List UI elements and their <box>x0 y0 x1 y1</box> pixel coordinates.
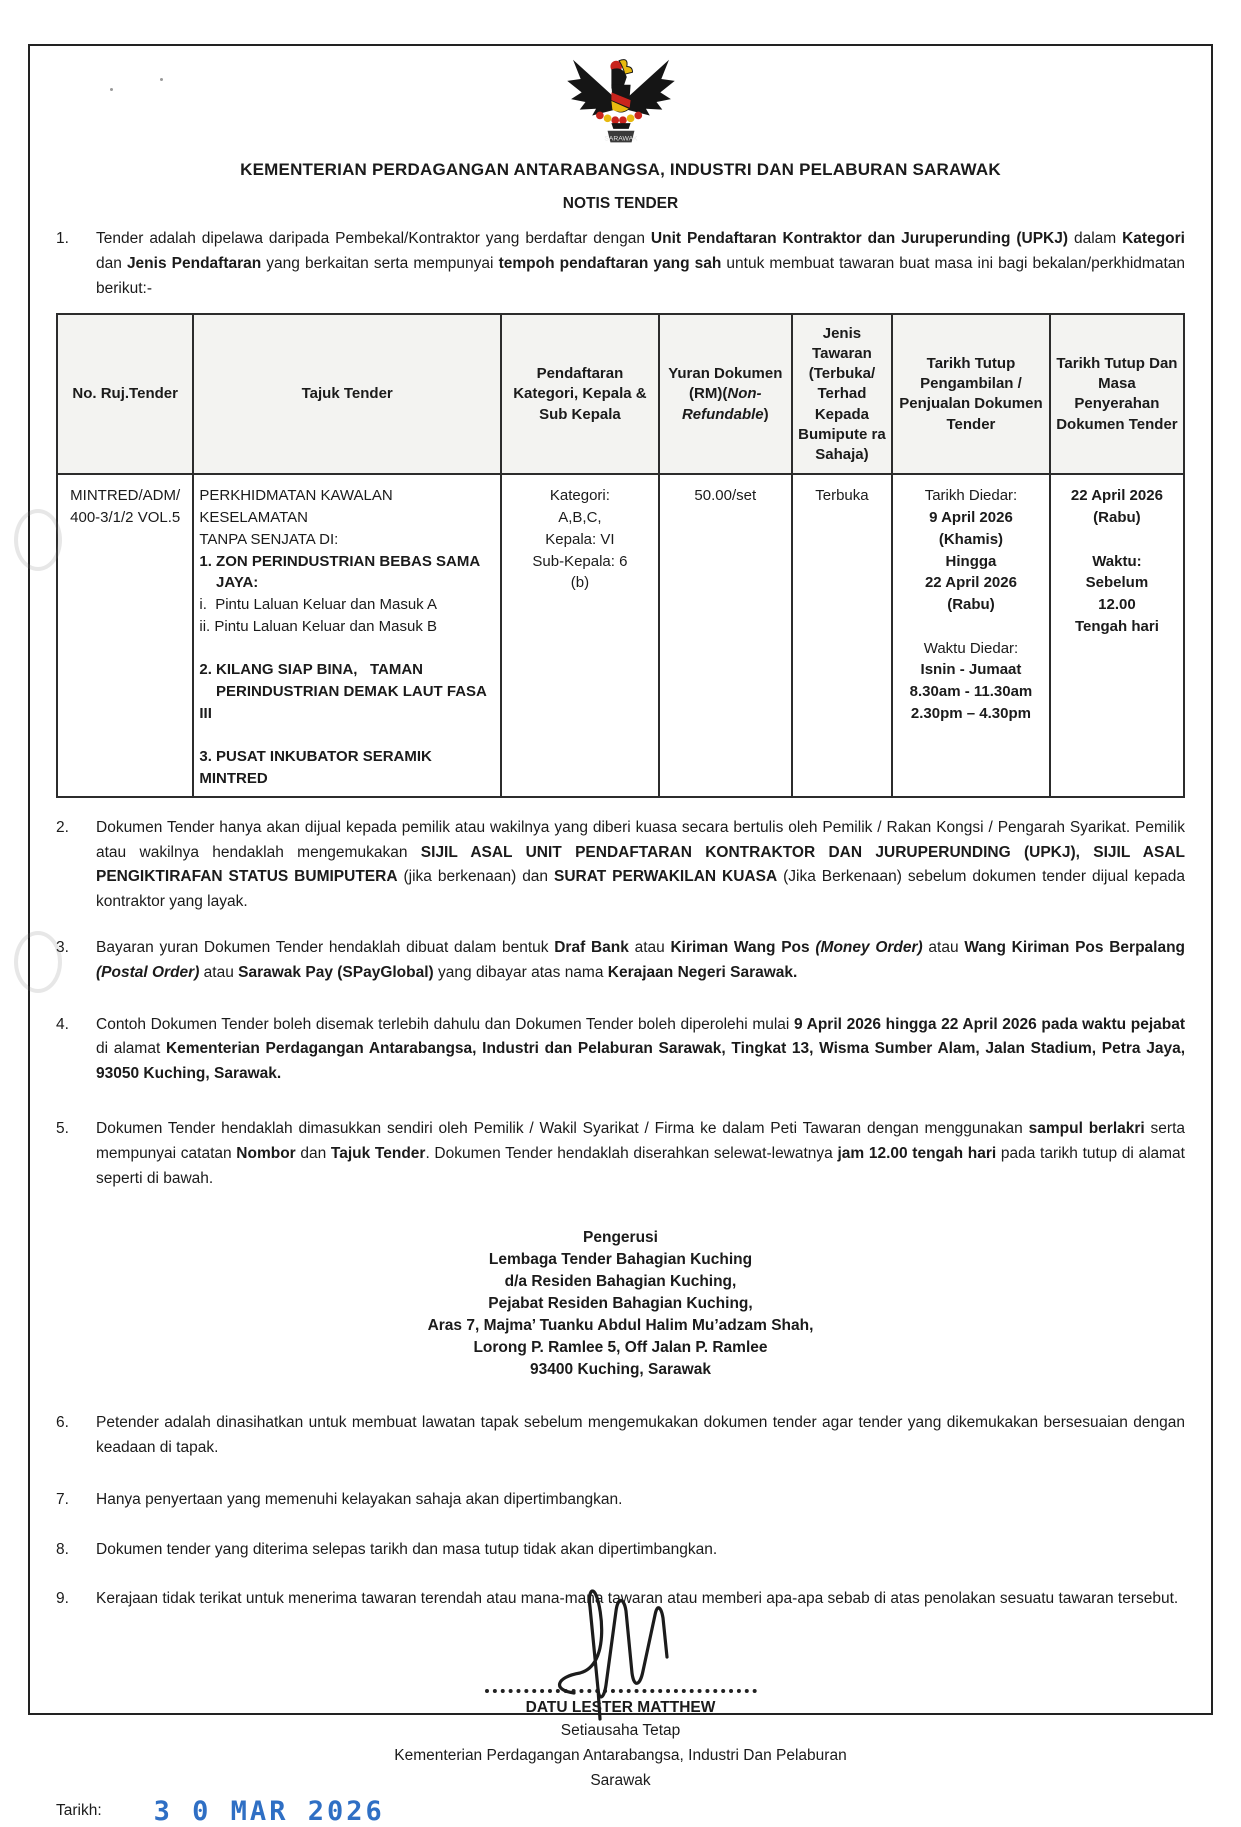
col-header-ref: No. Ruj.Tender <box>57 314 193 474</box>
notice-item-5 <box>56 1117 1185 1191</box>
item-number: 3. <box>56 939 69 957</box>
item-number: 7. <box>56 1491 69 1509</box>
signatory-role: Setiausaha Tetap <box>560 1722 681 1740</box>
item-number: 6. <box>56 1414 69 1432</box>
ministry-title: KEMENTERIAN PERDAGANGAN ANTARABANGSA, INDUSTRI DAN PELABURAN SARAWAK <box>240 160 1001 179</box>
table-header-row <box>57 314 1184 474</box>
date-row <box>56 1796 1185 1827</box>
item-text: Bayaran yuran Dokumen Tender hendaklah dibuat dalam bentuk Draf Bank atau Kiriman Wang Pos (Money Order) atau Wang Kiriman Pos Berpalang (Postal Order) atau Sarawak Pay (SPayGlobal) yang dibayar atas nama Kerajaan Negeri Sarawak. <box>96 939 1186 981</box>
item-number: 2. <box>56 818 69 836</box>
col-header-title: Tajuk Tender <box>193 314 501 474</box>
signature-block <box>56 1577 1185 1791</box>
notice-item-7 <box>56 1488 1185 1513</box>
page-border <box>28 44 1213 1827</box>
hole-punch-artifact <box>14 931 62 993</box>
item-text: Hanya penyertaan yang memenuhi kelayakan sahaja akan dipertimbangkan. <box>96 1491 623 1509</box>
signatory-org-line2: Sarawak <box>590 1771 651 1789</box>
cell-closing-submission: 22 April 2026 (Rabu) Waktu: Sebelum 12.00 Tengah hari <box>1050 474 1184 797</box>
logo-banner-text: SARAWAK <box>603 135 638 143</box>
col-header-offer-type: Jenis Tawaran (Terbuka/ Terhad Kepada Bumipute ra Sahaja) <box>792 314 892 474</box>
cell-ref: MINTRED/ADM/ 400-3/1/2 VOL.5 <box>57 474 193 797</box>
item-text: Contoh Dokumen Tender boleh disemak terlebih dahulu dan Dokumen Tender boleh diperolehi mulai 9 April 2026 hingga 22 April 2026 pada waktu pejabat di alamat Kementerian Perdagangan Antarabangsa, Industri dan Pelaburan Sarawak, Tingkat 13, Wisma Sumber Alam, Jalan Stadium, Petra Jaya, 93050 Kuching, Sarawak. <box>96 1015 1186 1083</box>
cell-offer-type: Terbuka <box>792 474 892 797</box>
handwritten-signature-mark <box>536 1577 706 1727</box>
date-stamp: 3 0 MAR 2026 <box>153 1795 385 1827</box>
item-number: 1. <box>56 230 69 247</box>
item-number: 4. <box>56 1015 69 1033</box>
item-text: Tender adalah dipelawa daripada Pembekal/Kontraktor yang berdaftar dengan Unit Pendaftaran Kontraktor dan Juruperunding (UPKJ) dalam Kategori dan Jenis Pendaftaran yang berkaitan serta mempunyai tempoh pendaftaran yang sah untuk membuat tawaran buat masa ini bagi bekalan/perkhidmatan berikut:- <box>96 230 1185 297</box>
item-text: Kerajaan tidak terikat untuk menerima tawaran terendah atau mana-mana tawaran atau memberi apa-apa sebab di atas penolakan sesuatu tawaran tersebut. <box>96 1589 1179 1607</box>
item-number: 5. <box>56 1120 69 1138</box>
notice-item-1 <box>56 227 1185 301</box>
col-header-closing-submission: Tarikh Tutup Dan Masa Penyerahan Dokumen Tender <box>1050 314 1184 474</box>
notice-item-4 <box>56 1013 1185 1087</box>
signatory-name: DATU LESTER MATTHEW <box>525 1699 716 1717</box>
cell-registration: Kategori: A,B,C, Kepala: VI Sub-Kepala: 6 (b) <box>501 474 659 797</box>
notice-item-8 <box>56 1538 1185 1563</box>
scan-speck <box>160 78 163 81</box>
notice-item-3 <box>56 936 1185 986</box>
item-number: 9. <box>56 1589 69 1607</box>
table-row <box>57 474 1184 797</box>
signatory-org-line1: Kementerian Perdagangan Antarabangsa, Industri Dan Pelaburan <box>394 1747 847 1765</box>
item-text: Dokumen Tender hendaklah dimasukkan sendiri oleh Pemilik / Wakil Syarikat / Firma ke dalam Peti Tawaran dengan menggunakan sampul berlakri serta mempunyai catatan Nombor dan Tajuk Tender. Dokumen Tender hendaklah diserahkan selewat-lewatnya jam 12.00 tengah hari pada tarikh tutup di alamat seperti di bawah. <box>96 1120 1186 1187</box>
notice-item-6 <box>56 1411 1185 1461</box>
document-header <box>56 54 1185 213</box>
col-header-registration: Pendaftaran Kategori, Kepala & Sub Kepala <box>501 314 659 474</box>
date-label: Tarikh: <box>56 1802 102 1819</box>
item-text: Petender adalah dinasihatkan untuk membuat lawatan tapak sebelum mengemukakan dokumen tender agar tender yang dikemukakan bersesuaian dengan keadaan di tapak. <box>96 1414 1185 1457</box>
col-header-fee: Yuran Dokumen (RM)(Non-Refundable) <box>659 314 792 474</box>
tender-table <box>56 313 1185 798</box>
notice-title: NOTIS TENDER <box>562 195 679 212</box>
item-text: Dokumen tender yang diterima selepas tarikh dan masa tutup tidak akan dipertimbangkan. <box>96 1540 718 1558</box>
item-text: Dokumen Tender hanya akan dijual kepada pemilik atau wakilnya yang diberi kuasa secara bertulis oleh Pemilik / Rakan Kongsi / Pengarah Syarikat. Pemilik atau wakilnya hendaklah mengemukakan SIJIL ASAL UNIT PENDAFTARAN KONTRAKTOR DAN JURUPERUNDING (UPKJ), SIJIL ASAL PENGIKTIRAFAN STATUS BUMIPUTERA (jika berkenaan) dan SURAT PERWAKILAN KUASA (Jika Berkenaan) sebelum dokumen tender dijual kepada kontraktor yang layak. <box>96 818 1185 911</box>
item-number: 8. <box>56 1540 69 1558</box>
cell-closing-sale: Tarikh Diedar: 9 April 2026 (Khamis) Hingga 22 April 2026 (Rabu) Waktu Diedar: Isnin - Jumaat 8.30am - 11.30am 2.30pm – 4.30pm <box>892 474 1050 797</box>
submission-address-block: Pengerusi Lembaga Tender Bahagian Kuching d/a Residen Bahagian Kuching, Pejabat Residen Bahagian Kuching, Aras 7, Majma’ Tuanku Abdul Halim Mu’adzam Shah, Lorong P. Ramlee 5, Off Jalan P. Ramlee 93400 Kuching, Sarawak <box>427 1229 814 1379</box>
col-header-closing-sale: Tarikh Tutup Pengambilan / Penjualan Dokumen Tender <box>892 314 1050 474</box>
sarawak-coat-of-arms-icon <box>563 54 679 150</box>
scan-speck <box>110 88 113 91</box>
hole-punch-artifact <box>14 509 62 571</box>
cell-title: PERKHIDMATAN KAWALAN KESELAMATAN TANPA SENJATA DI: 1. ZON PERINDUSTRIAN BEBAS SAMA JAYA: i. Pintu Laluan Keluar dan Masuk A ii. Pintu Laluan Keluar dan Masuk B 2. KILANG SIAP BINA, TAMAN PERINDUSTRIAN DEMAK LAUT FASA III 3. PUSAT INKUBATOR SERAMIK MINTRED <box>193 474 501 797</box>
notice-item-2 <box>56 816 1185 915</box>
cell-fee: 50.00/set <box>659 474 792 797</box>
